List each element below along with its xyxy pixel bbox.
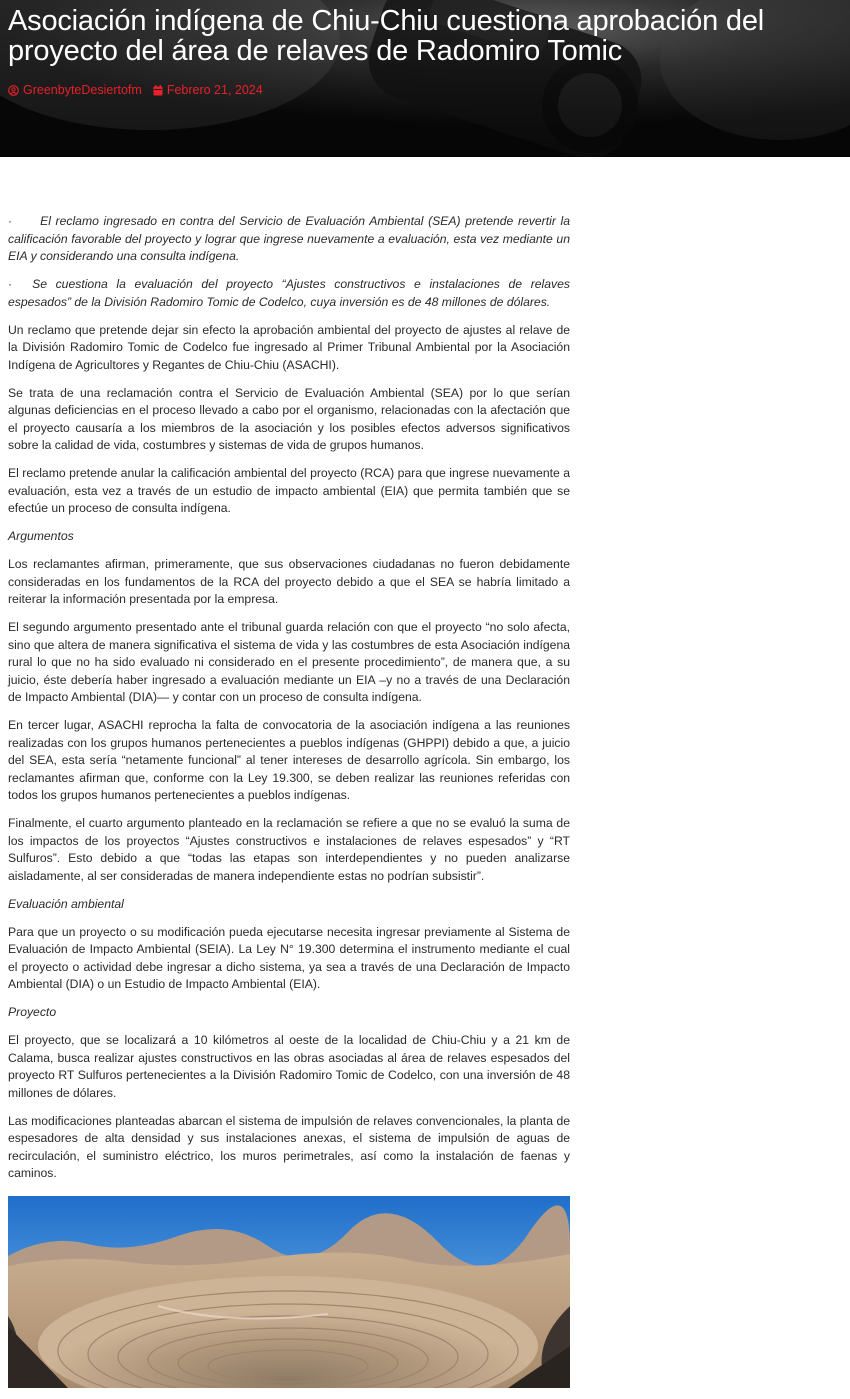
paragraph: Finalmente, el cuarto argumento planteado en la reclamación se refiere a que no se evaluó la suma de los impactos de los proyectos “Ajustes constructivos e instalaciones de relaves espesados” y “RT Sulfuros”. Esto debido a que “todas las etapas son interdependientes y no pueden analizarse aisladamente, al ser consideradas de manera independiente estas no podrían subsistir”. xyxy=(8,816,570,883)
section-heading-evaluacion: Evaluación ambiental xyxy=(8,896,124,911)
paragraph: Un reclamo que pretende dejar sin efecto la aprobación ambiental del proyecto de ajustes al relave de la División Radomiro Tomic de Codelco fue ingresado al Primer Tribunal Ambiental por la Asociación Indígena de Agricultores y Regantes de Chiu-Chiu (ASACHI). xyxy=(8,322,570,372)
summary-bullet-2-text: Se cuestiona la evaluación del proyecto “Ajustes constructivos e instalaciones de relaves espesados” de la División Radomiro Tomic de Codelco, cuya inversión es de 48 millones de dólares. xyxy=(8,277,570,309)
summary-bullet-2 xyxy=(8,276,570,311)
section-heading-argumentos: Argumentos xyxy=(8,529,74,543)
date-meta xyxy=(153,83,263,97)
paragraph: Para que un proyecto o su modificación pueda ejecutarse necesita ingresar previamente al Sistema de Evaluación de Impacto Ambiental (SEIA). La Ley N° 19.300 determina el instrumento mediante el cual el proyecto o actividad debe ingresar a dicho sistema, ya sea a través de una Declaración de Impacto Ambiental (DIA) o un Estudio de Impacto Ambiental (EIA). xyxy=(8,924,570,991)
article-meta xyxy=(8,82,274,98)
author-meta[interactable] xyxy=(8,83,142,97)
paragraph: El reclamo pretende anular la calificación ambiental del proyecto (RCA) para que ingrese nuevamente a evaluación, esta vez a través de un estudio de impacto ambiental (EIA) que permita también que se efectúe un proceso de consulta indígena. xyxy=(8,466,570,515)
bullet-marker: · xyxy=(8,214,13,228)
article-body xyxy=(8,213,570,1193)
paragraph: Los reclamantes afirman, primeramente, que sus observaciones ciudadanas no fueron debidamente consideradas en los fundamentos de la RCA del proyecto debido a que el SEA se habría limitado a reiterar la información presentada por la empresa. xyxy=(8,557,570,606)
summary-bullet-1-text: El reclamo ingresado en contra del Servicio de Evaluación Ambiental (SEA) pretende revertir la calificación favorable del proyecto y lograr que ingrese nuevamente a evaluación, esta vez mediante un EIA y considerando una consulta indígena. xyxy=(8,214,570,263)
bullet-marker: · xyxy=(8,277,13,291)
summary-bullet-1 xyxy=(8,213,570,266)
publish-date: Febrero 21, 2024 xyxy=(166,83,263,97)
user-circle-icon xyxy=(8,85,19,96)
open-pit-mine-image xyxy=(8,1196,570,1388)
paragraph: El proyecto, que se localizará a 10 kilómetros al oeste de la localidad de Chiu-Chiu y a 21 km de Calama, busca realizar ajustes constructivos en las obras asociadas al área de relaves espesados del proyecto RT Sulfuros pertenecientes a la División Radomiro Tomic de Codelco, con una inversión de 48 millones de dólares. xyxy=(8,1033,570,1100)
paragraph: En tercer lugar, ASACHI reprocha la falta de convocatoria de la asociación indígena a las reuniones realizadas con los grupos humanos pertenecientes a pueblos indígenas (GHPPI) debido a que, a juicio del SEA, esta sería “netamente funcional” al tener intereses de desarrollo agrícola. Sin embargo, los reclamantes afirman que, conforme con la Ley 19.300, se deben realizar las reuniones referidas con todos los grupos humanos pertenecientes a pueblos indígenas. xyxy=(8,718,570,802)
paragraph: Se trata de una reclamación contra el Servicio de Evaluación Ambiental (SEA) por lo que serían algunas deficiencias en el proceso llevado a cabo por el organismo, relacionadas con la afectación que el proyecto causaría a los miembros de la asociación y los posibles efectos adversos significativos sobre la calidad de vida, costumbres y sistemas de vida de grupos humanos. xyxy=(8,385,570,452)
section-heading-proyecto: Proyecto xyxy=(8,1005,57,1019)
paragraph: Las modificaciones planteadas abarcan el sistema de impulsión de relaves convencionales, la planta de espesadores de alta densidad y sus instalaciones anexas, el sistema de impulsión de aguas de recirculación, el suministro eléctrico, los muros perimetrales, así como la instalación de faenas y caminos. xyxy=(8,1113,570,1180)
paragraph: El segundo argumento presentado ante el tribunal guarda relación con que el proyecto “no solo afecta, sino que altera de manera significativa el sistema de vida y las costumbres de esta Asociación indígena rural lo que no ha sido evaluado ni considerado en el presente procedimiento”, de manera que, a su juicio, éste debería haber ingresado a evaluación mediante un EIA –y no a través de una Declaración de Impacto Ambiental (DIA)— y contar con un proceso de consulta indígena. xyxy=(8,620,570,704)
author-link[interactable]: GreenbyteDesiertofm xyxy=(23,83,142,97)
hero-header xyxy=(0,0,850,157)
mine-photo xyxy=(8,1196,570,1388)
article-title: Asociación indígena de Chiu-Chiu cuestiona aprobación del proyecto del área de relaves de Radomiro Tomic xyxy=(8,5,764,67)
calendar-icon xyxy=(153,85,163,96)
